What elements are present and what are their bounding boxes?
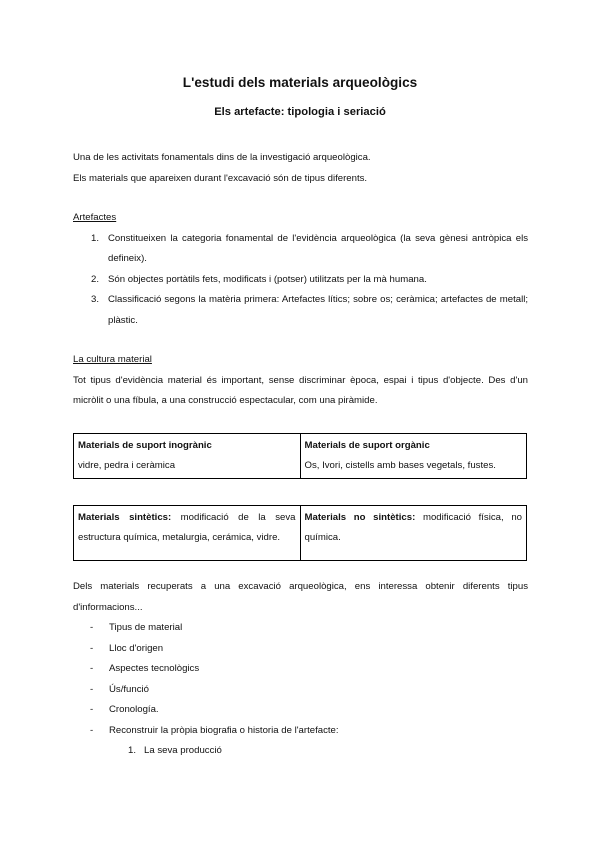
list-item — [73, 639, 528, 660]
materials-table-1 — [73, 433, 527, 479]
cultura-section — [73, 350, 528, 412]
list-item-text: Reconstruir la pròpia biografia o historia de l'artefacte: — [109, 724, 339, 736]
document-subtitle: Els artefacte: tipologia i seriació — [214, 106, 386, 118]
informacions-intro: Dels materials recuperats a una excavació arqueològica, ens interessa obtenir diferents tipus d'informacions... — [73, 581, 528, 613]
table-row — [74, 506, 527, 561]
list-item-text: Constitueixen la categoria fonamental de l'evidència arqueològica (la seva gènesi antròpica els defineix). — [108, 232, 528, 264]
informacions-section — [73, 577, 528, 762]
cell-text: Os, Ivori, cistells amb bases vegetals, fustes. — [304, 460, 496, 471]
dash-bullet: - — [90, 704, 94, 715]
list-item — [73, 721, 528, 742]
cultura-heading: La cultura material — [73, 354, 152, 365]
list-item — [73, 618, 528, 639]
list-item — [73, 270, 528, 291]
cell-text: modificació de la seva estructura química, metalurgia, cerámica, vidre. — [78, 512, 296, 543]
list-item — [73, 700, 528, 721]
list-item-text: Lloc d'origen — [109, 642, 164, 654]
dash-bullet: - — [90, 683, 94, 695]
cell-heading: Materials no sintètics: — [304, 512, 416, 523]
list-item — [73, 659, 528, 680]
dash-bullet: - — [90, 724, 94, 736]
list-item — [73, 229, 528, 270]
list-item-number: 2. — [91, 273, 100, 285]
list-item-text: Són objectes portàtils fets, modificats i (potser) utilitzats per la mà humana. — [108, 273, 427, 285]
table-cell-organic — [300, 434, 527, 479]
cell-heading: Materials de suport orgànic — [304, 440, 430, 451]
table-row — [74, 434, 527, 479]
artefactes-section — [73, 208, 528, 331]
cultura-text: Tot tipus d'evidència material és important, sense discriminar època, espai i tipus d'objecte. Des d'un micròlit o una fíbula, a una construcció espectacular, com una piràmide. — [73, 374, 528, 406]
table-cell-inorganic — [74, 434, 301, 479]
list-item — [73, 290, 528, 331]
artefactes-list — [73, 229, 528, 332]
materials-table-2 — [73, 505, 527, 561]
dash-bullet: - — [90, 642, 94, 654]
dash-bullet: - — [90, 663, 94, 674]
sub-list-item — [73, 741, 528, 762]
informacions-list — [73, 618, 528, 741]
sub-list-text: La seva producció — [144, 745, 222, 756]
table-cell-synthetic — [74, 506, 301, 561]
dash-bullet: - — [90, 622, 94, 633]
cell-heading: Materials de suport inogrànic — [78, 440, 212, 451]
cell-text: vidre, pedra i ceràmica — [78, 460, 176, 471]
list-item-number: 3. — [91, 294, 100, 305]
list-item-text: Cronología. — [109, 704, 159, 715]
list-item-number: 1. — [91, 232, 100, 244]
sub-list-number: 1. — [128, 745, 137, 756]
artefactes-heading: Artefactes — [73, 212, 117, 223]
cell-heading: Materials sintètics: — [78, 512, 172, 523]
list-item-text: Ús/funció — [109, 683, 149, 695]
intro-paragraph — [73, 148, 528, 189]
intro-line-1: Una de les activitats fonamentals dins de la investigació arqueològica. — [73, 152, 371, 163]
list-item-text: Classificació segons la matèria primera: Artefactes lítics; sobre os; ceràmica; artefactes de metall; plàstic. — [108, 294, 528, 326]
list-item-text: Aspectes tecnològics — [109, 663, 200, 674]
cell-text: modificació física, no química. — [304, 512, 523, 543]
list-item-text: Tipus de material — [109, 622, 183, 633]
intro-line-2: Els materials que apareixen durant l'excavació són de tipus diferents. — [73, 172, 368, 184]
document-title: L'estudi dels materials arqueològics — [182, 75, 418, 90]
list-item — [73, 680, 528, 701]
table-cell-non-synthetic — [300, 506, 527, 561]
